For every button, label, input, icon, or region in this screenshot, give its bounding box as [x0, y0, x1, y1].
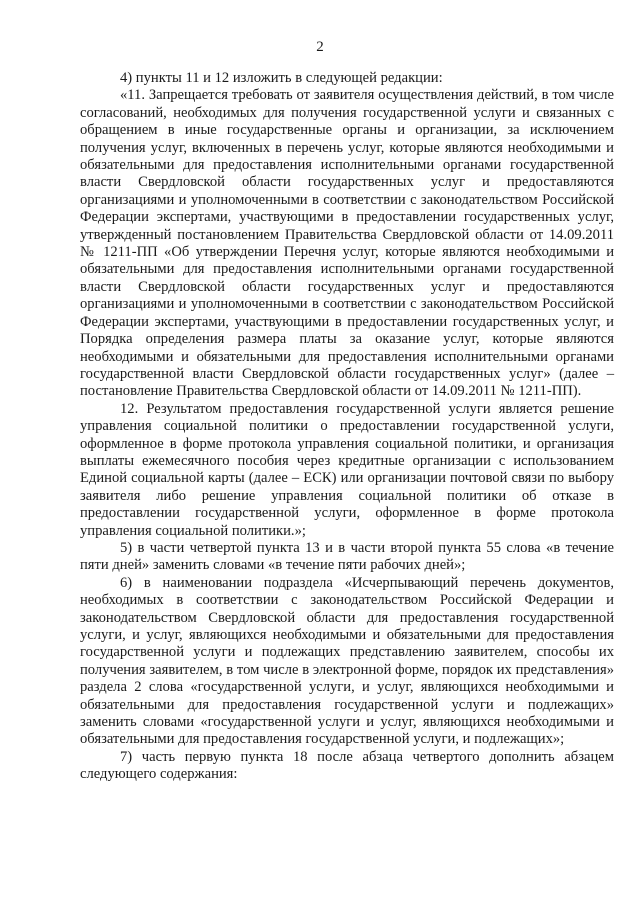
body-text [80, 70, 614, 784]
paragraph-item-6: 6) в наименовании подраздела «Исчерпывающий перечень документов, необходимых в соответствии с законодательством Российской Федерации и законодательством Свердловской области для предоставления государственной услуги, и услуг, являющихся необходимыми и обязательными для предоставления государственной услуги и подлежащих представлению заявителем, способы их получения заявителем, в том числе в электронной форме, порядок их представления» раздела 2 слова «государственной услуги, и услуг, являющихся необходимыми и обязательными для предоставления государственной услуги и подлежащих» заменить словами «государственной услуги и услуг, являющихся необходимыми и обязательными для предоставления государственной услуги, и подлежащих»; [80, 574, 614, 748]
page-number: 2 [316, 39, 324, 55]
paragraph-point-11: «11. Запрещается требовать от заявителя осуществления действий, в том числе согласований, необходимых для получения государственной услуги и связанных с обращением в иные государственные органы и организации, за исключением получения услуг, включенных в перечень услуг, которые являются необходимыми и обязательными для предоставления исполнительными органами государственной власти Свердловской области государственных услуг и предоставляются организациями и уполномоченными в соответствии с законодательством Российской Федерации экспертами, участвующими в предоставлении государственных услуг, утвержденный постановлением Правительства Свердловской области от 14.09.2011 № 1211-ПП «Об утверждении Перечня услуг, которые являются необходимыми и обязательными для предоставления исполнительными органами государственной власти Свердловской области государственных услуг и предоставляются организациями и уполномоченными в соответствии с законодательством Российской Федерации экспертами, участвующими в предоставлении государственных услуг, и Порядка определения размера платы за оказание услуг, которые являются необходимыми и обязательными для предоставления исполнительными органами государственной власти Свердловской области государственных услуг» (далее – постановление Правительства Свердловской области от 14.09.2011 № 1211-ПП). [80, 87, 614, 400]
paragraph-point-12: 12. Результатом предоставления государственной услуги является решение управления социальной политики о предоставлении государственной услуги, оформленное в форме протокола управления социальной политики, и организация выплаты ежемесячного пособия через кредитные организации с использованием Единой социальной карты (далее – ЕСК) или организации почтовой связи по выбору заявителя либо решение управления социальной политики об отказе в предоставлении государственной услуги, оформленное в форме протокола управления социальной политики.»; [80, 400, 614, 539]
paragraph-item-7: 7) часть первую пункта 18 после абзаца четвертого дополнить абзацем следующего содержания: [80, 748, 614, 783]
paragraph-item-5: 5) в части четвертой пункта 13 и в части второй пункта 55 слова «в течение пяти дней» заменить словами «в течение пяти рабочих дней»; [80, 539, 614, 574]
paragraph-item-4: 4) пункты 11 и 12 изложить в следующей редакции: [120, 70, 443, 86]
